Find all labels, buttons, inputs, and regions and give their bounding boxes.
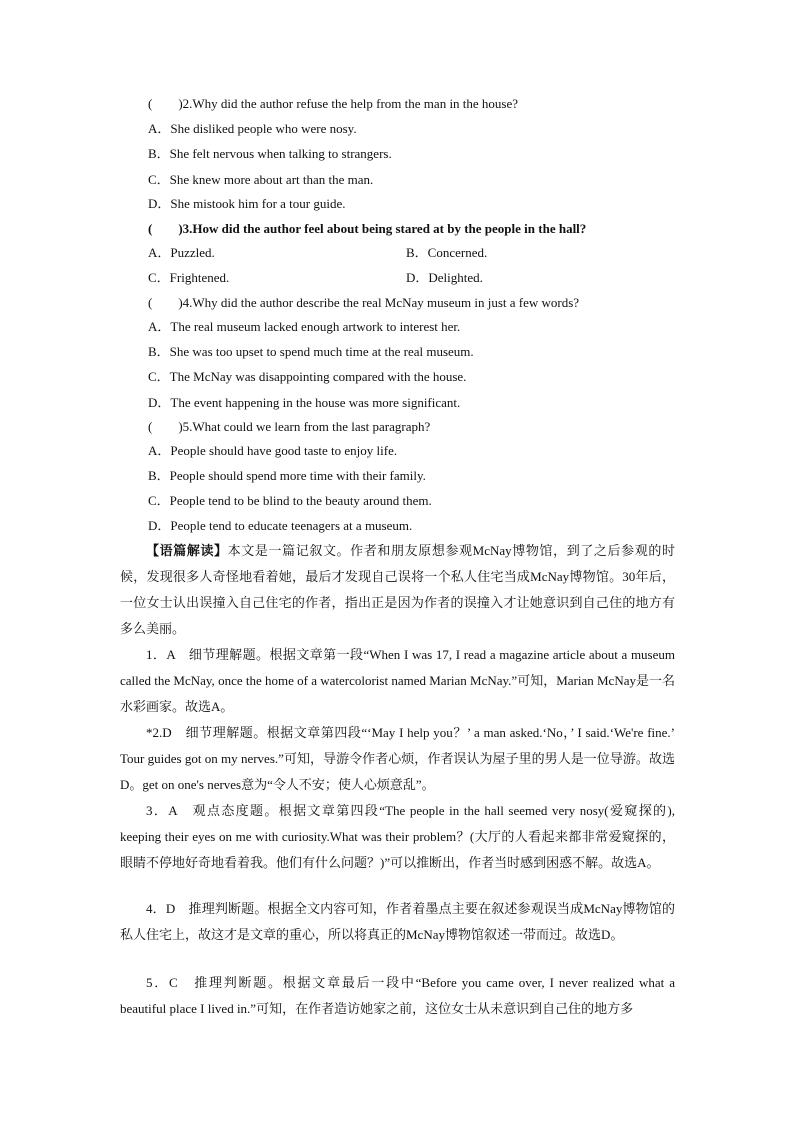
- q5-option-b: B．People should spend more time with their family.: [148, 468, 426, 483]
- q3-option-c: C．Frightened.: [148, 270, 230, 285]
- question-2-stem: ( )2.Why did the author refuse the help from the man in the house?: [148, 96, 519, 111]
- q4-option-d: D．The event happening in the house was more significant.: [148, 395, 461, 410]
- q2-option-c: C．She knew more about art than the man.: [148, 172, 374, 187]
- answer-1: 1．A 细节理解题。根据文章第一段“When I was 17, I read a magazine article about a museum called the McNay, once the home of a watercolorist named Marian McNay.”可知，Marian McNay是一名水彩画家。故选A。: [120, 647, 675, 714]
- answer-3: 3．A 观点态度题。根据文章第四段“The people in the hall seemed very nosy(爱窥探的), keeping their eyes on me with curiosity.What was their problem？(大厅的人看起来都非常爱窥探的，眼睛不停地好奇地看着我。他们有什么问题？)”可以推断出，作者当时感到困惑不解。故选A。: [120, 803, 675, 870]
- answer-5: 5．C 推理判断题。根据文章最后一段中“Before you came over, I never realized what a beautiful place I lived in.”可知，在作者造访她家之前，这位女士从未意识到自己住的地方多: [120, 975, 675, 1016]
- q2-option-a: A．She disliked people who were nosy.: [148, 121, 357, 136]
- question-5-stem: ( )5.What could we learn from the last paragraph?: [148, 419, 431, 434]
- analysis-text: 本文是一篇记叙文。作者和朋友原想参观McNay博物馆，到了之后参观的时候，发现很多人奇怪地看着她，最后才发现自己误将一个私人住宅当成McNay博物馆。30年后，一位女士认出误撞入自己住宅的作者，指出正是因为作者的误撞入才让她意识到自己住的地方有多么美丽。: [120, 543, 675, 636]
- question-4-stem: ( )4.Why did the author describe the real McNay museum in just a few words?: [148, 295, 580, 310]
- q2-option-d: D．She mistook him for a tour guide.: [148, 196, 346, 211]
- q5-option-d: D．People tend to educate teenagers at a museum.: [148, 518, 413, 533]
- q5-option-c: C．People tend to be blind to the beauty around them.: [148, 493, 432, 508]
- q2-option-b: B．She felt nervous when talking to strangers.: [148, 146, 392, 161]
- analysis-label: 【语篇解读】: [146, 543, 228, 558]
- question-3-stem: ( )3.How did the author feel about being stared at by the people in the hall?: [148, 221, 587, 236]
- q4-option-b: B．She was too upset to spend much time at the real museum.: [148, 344, 474, 359]
- q4-option-c: C．The McNay was disappointing compared with the house.: [148, 369, 467, 384]
- analysis-paragraph: [120, 538, 675, 642]
- answer-4: 4．D 推理判断题。根据全文内容可知，作者着墨点主要在叙述参观误当成McNay博物馆的私人住宅上，故这才是文章的重心，所以将真正的McNay博物馆叙述一带而过。故选D。: [120, 901, 675, 942]
- q3-option-a: A．Puzzled.: [148, 245, 215, 260]
- q4-option-a: A．The real museum lacked enough artwork to interest her.: [148, 319, 461, 334]
- answer-2: *2.D 细节理解题。根据文章第四段“‘May I help you？’ a man asked.‘No，’ I said.‘We're fine.’ Tour guides got on my nerves.”可知，导游令作者心烦，作者误认为屋子里的男人是一位导游。故选D。get on one's nerves意为“令人不安；使人心烦意乱”。: [120, 725, 675, 792]
- q5-option-a: A．People should have good taste to enjoy life.: [148, 443, 398, 458]
- q3-option-d: D．Delighted.: [406, 270, 483, 285]
- q3-option-b: B．Concerned.: [406, 245, 488, 260]
